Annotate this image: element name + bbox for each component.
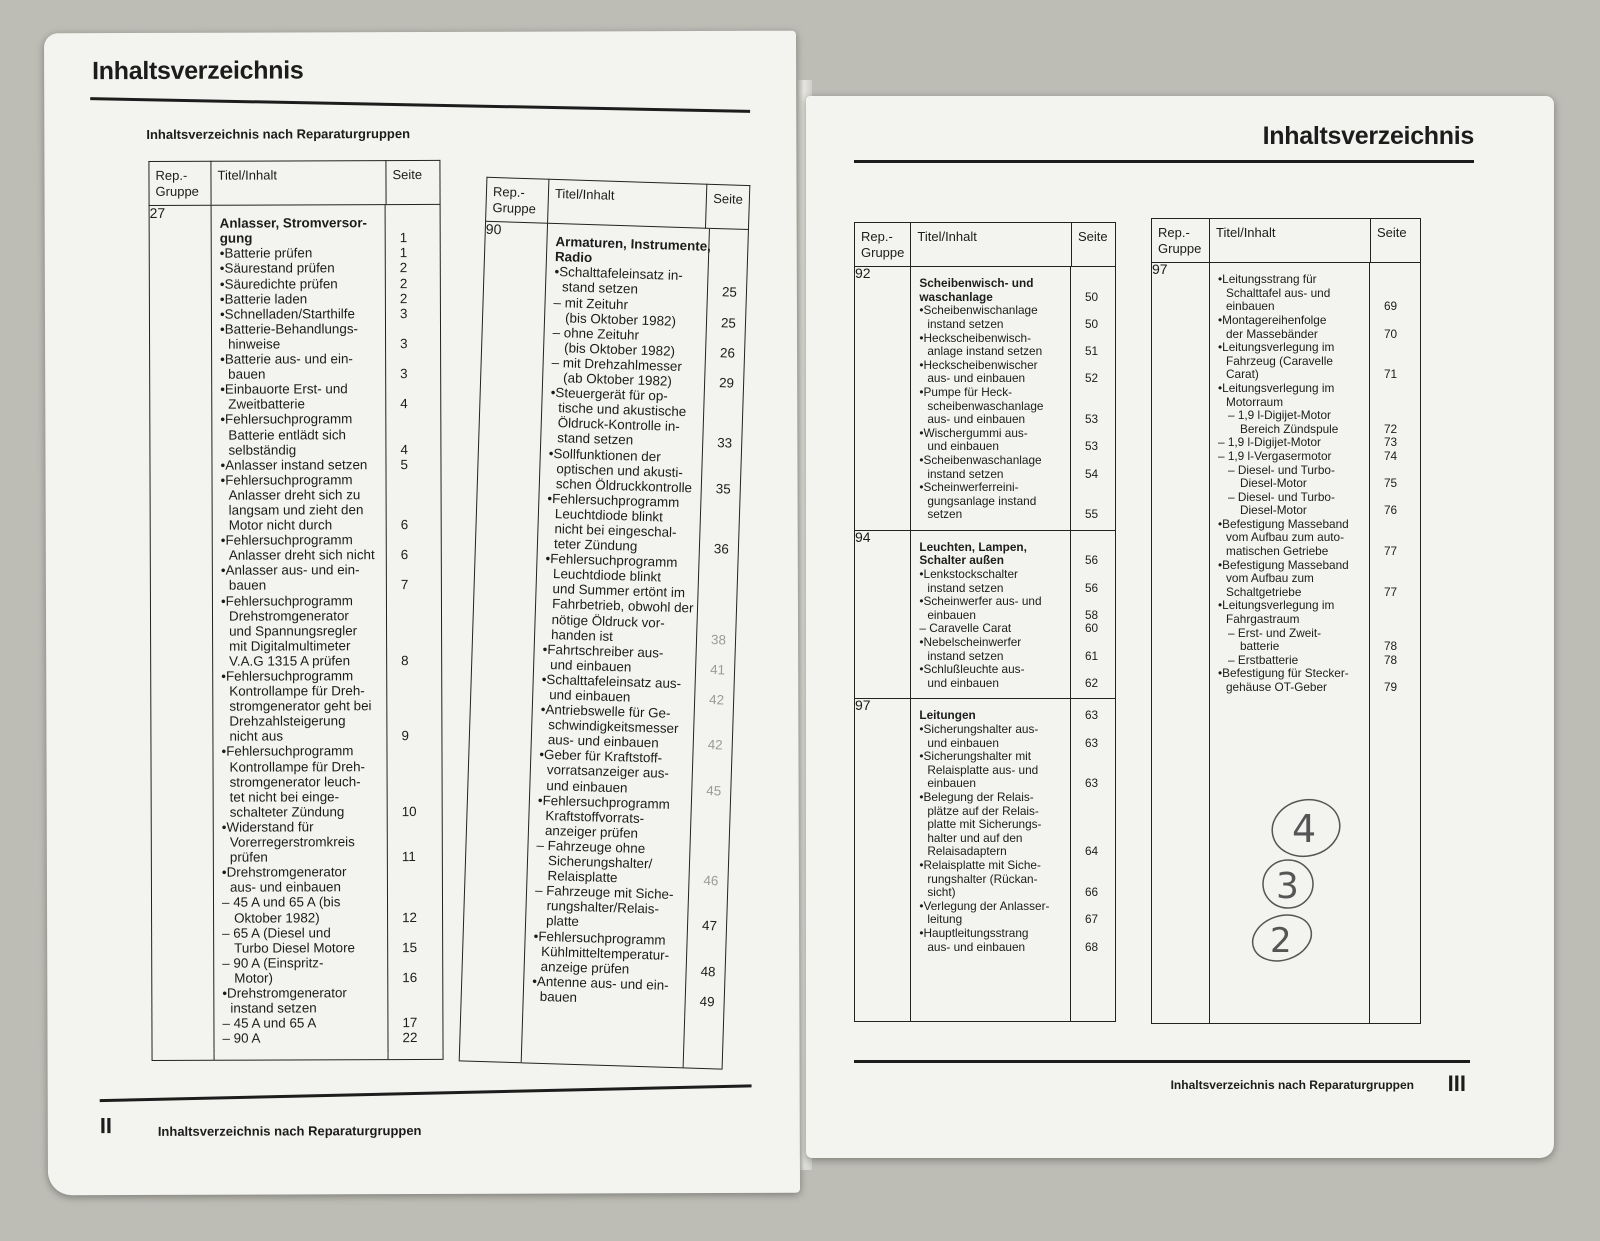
- entry-page: 26: [719, 345, 736, 361]
- entry-title: – Fahrzeuge ohne Sicherungshalter/ Relaisplatte: [535, 838, 692, 888]
- toc-entry: [220, 245, 440, 261]
- column-header-group: Rep.- Gruppe: [149, 161, 211, 205]
- page-number: III: [1447, 1071, 1466, 1096]
- entry-page: 54: [1085, 466, 1099, 481]
- toc-entry: [534, 883, 727, 934]
- entry-title: • Fahrtschreiber aus- und einbauen: [542, 641, 699, 676]
- entry-title: – 1,9 l-Digijet-Motor: [1218, 436, 1372, 450]
- toc-entry: [535, 838, 728, 889]
- toc-entry: [1218, 273, 1420, 314]
- toc-entry: [919, 900, 1115, 927]
- entry-page: 53: [1085, 439, 1099, 454]
- entry-page: 50: [1085, 316, 1099, 331]
- page-footer: Inhaltsverzeichnis nach Reparaturgruppen: [1170, 1078, 1414, 1092]
- entry-title: • Scheibenwischanlage instand setzen: [919, 304, 1073, 331]
- column-header-title: Titel/Inhalt: [911, 223, 1072, 267]
- entry-title: • Befestigung für Stecker- gehäuse OT-Geber: [1218, 667, 1372, 694]
- column-header-group: Rep.- Gruppe: [855, 223, 911, 267]
- toc-entry: [919, 622, 1115, 636]
- entry-title: Armaturen, Instrumente, Radio: [554, 234, 712, 266]
- toc-entry: [220, 457, 440, 473]
- entry-page: 60: [1085, 621, 1099, 636]
- entry-title: • Drehstromgenerator aus- und einbauen: [222, 864, 390, 895]
- footer-rule: [854, 1060, 1470, 1063]
- title-rule: [90, 97, 750, 113]
- entry-title: – 45 A und 65 A (bis Oktober 1982): [222, 895, 390, 926]
- entry-page: 15: [402, 939, 418, 955]
- toc-entry: [220, 275, 440, 291]
- toc-entry: [532, 973, 725, 1009]
- title-rule: [854, 160, 1474, 163]
- entry-page: 45: [706, 782, 722, 799]
- entry-title: • Leitungsverlegung im Motorraum: [1218, 382, 1372, 409]
- toc-entry: [919, 663, 1115, 690]
- entry-page: 2: [399, 260, 408, 276]
- entry-title: • Schnelladen/Starthilfe: [220, 306, 388, 322]
- entry-page: 6: [400, 547, 409, 563]
- entry-page: 33: [716, 435, 733, 452]
- entry-title: • Antenne aus- und ein- bauen: [532, 973, 689, 1008]
- entry-title: • Batterie prüfen: [220, 245, 388, 261]
- entry-page: 62: [1085, 675, 1099, 690]
- entry-title: • Montagereihenfolge der Massebänder: [1218, 314, 1372, 341]
- page-title: Inhaltsverzeichnis: [92, 56, 304, 86]
- entry-title: • Säurestand prüfen: [220, 261, 388, 277]
- entry-page: 77: [1384, 544, 1398, 559]
- toc-entry: [221, 668, 441, 744]
- group-number: 94: [855, 530, 911, 699]
- toc-entry: [1218, 464, 1420, 491]
- entry-title: • Belegung der Relais- plätze auf der Relais- platte mit Sicherungs- halter und auf den Relaisadaptern: [919, 791, 1073, 859]
- toc-entry: [548, 445, 741, 496]
- toc-entry: [222, 864, 442, 895]
- entry-page: 79: [1384, 680, 1398, 694]
- filler-cell: [214, 1053, 443, 1060]
- entry-title: • Sollfunktionen der optischen und akusti- schen Öldruckkontrolle: [548, 445, 705, 495]
- group-row: [855, 530, 1116, 699]
- entry-page: 77: [1384, 584, 1398, 599]
- entry-page: 4: [400, 441, 408, 457]
- group-number: 92: [855, 267, 911, 531]
- toc-entry: [222, 819, 442, 865]
- entry-title: • Fehlersuchprogramm Kraftstoffvorrats- anzeiger prüfen: [537, 792, 694, 842]
- toc-entry: [1218, 559, 1420, 600]
- toc-entry: [919, 332, 1115, 359]
- entry-title: – 65 A (Diesel und Turbo Diesel Motore: [222, 925, 390, 956]
- entry-title: • Heckscheibenwischer aus- und einbauen: [919, 359, 1073, 386]
- toc-entry: [919, 859, 1115, 900]
- entry-page: 10: [401, 803, 417, 819]
- entry-title: • Fehlersuchprogramm Kontrollampe für Dreh- stromgenerator geht bei Drehzahlsteigerung nicht aus: [221, 668, 389, 744]
- toc-entry: [222, 1030, 442, 1046]
- column-header-page: Seite: [1072, 223, 1116, 267]
- entry-page: 58: [1085, 607, 1099, 622]
- entry-page: 63: [1085, 776, 1099, 791]
- entry-title: • Schalttafeleinsatz aus- und einbauen: [541, 672, 698, 707]
- entry-title: • Drehstromgenerator instand setzen: [222, 985, 390, 1016]
- entry-page: 74: [1384, 448, 1398, 463]
- filler-row: [855, 962, 1116, 1021]
- column-header-title: Titel/Inhalt: [1210, 219, 1371, 263]
- filler-cell: [1152, 703, 1210, 1024]
- entry-page: 78: [1384, 639, 1398, 654]
- handwritten-digit: 3: [1276, 866, 1299, 907]
- entry-page: 12: [402, 909, 417, 925]
- entry-page: 4: [400, 396, 408, 412]
- group-entries: [211, 205, 443, 1054]
- toc-entry: [221, 592, 441, 668]
- entry-title: • Schlußleuchte aus- und einbauen: [919, 663, 1073, 690]
- toc-entry: [1218, 654, 1420, 668]
- group-entries: [911, 530, 1116, 699]
- toc-entry: [222, 955, 442, 986]
- toc-entry: [1218, 450, 1420, 464]
- toc-table: [854, 222, 1116, 1022]
- toc-entry: [221, 532, 441, 563]
- entry-page: 71: [1384, 367, 1398, 382]
- entry-page: 47: [701, 918, 718, 934]
- entry-page: 8: [401, 652, 409, 668]
- entry-title: • Scheibenwaschanlage instand setzen: [919, 454, 1073, 481]
- toc-entry: [919, 277, 1115, 304]
- column-header-group: Rep.- Gruppe: [1152, 219, 1210, 263]
- column-header-page: Seite: [386, 160, 440, 204]
- entry-title: • Lenkstockschalter instand setzen: [919, 568, 1073, 595]
- entry-title: • Hauptleitungsstrang aus- und einbauen: [919, 927, 1073, 954]
- entry-title: • Leitungsverlegung im Fahrgastraum: [1218, 599, 1372, 626]
- toc-entry: [1218, 667, 1420, 694]
- entry-page: 9: [401, 728, 409, 744]
- toc-entry: [919, 568, 1115, 595]
- entry-page: 3: [400, 366, 408, 382]
- entry-title: – mit Drehzahlmesser (ab Oktober 1982): [551, 355, 708, 390]
- entry-page: 63: [1085, 735, 1099, 750]
- group-row: [855, 267, 1116, 531]
- toc-entry: [220, 260, 440, 276]
- page-number: II: [99, 1113, 113, 1139]
- toc-entry: [919, 927, 1115, 954]
- entry-page: 41: [709, 661, 726, 678]
- entry-title: – ohne Zeituhr (bis Oktober 1982): [552, 325, 709, 360]
- right-page: [806, 96, 1554, 1158]
- column-header-page: Seite: [1371, 219, 1421, 263]
- toc-entry: [919, 386, 1115, 427]
- entry-page: 78: [1384, 652, 1398, 667]
- toc-entry: [1218, 491, 1420, 518]
- entry-title: – 1,9 l-Digijet-Motor Bereich Zündspule: [1218, 409, 1372, 436]
- entry-title: • Batterie-Behandlungs- hinweise: [220, 321, 388, 352]
- entry-title: – Diesel- und Turbo- Diesel-Motor: [1218, 464, 1372, 491]
- entry-title: • Relaisplatte mit Siche- rungshalter (Rückan- sicht): [919, 859, 1073, 900]
- toc-entry: [549, 385, 743, 451]
- entry-page: 49: [699, 993, 715, 1010]
- entry-title: • Pumpe für Heck- scheibenwaschanlage aus- und einbauen: [919, 386, 1073, 427]
- column-header-title: Titel/Inhalt: [548, 179, 708, 228]
- entry-page: 2: [399, 275, 408, 291]
- toc-entry: [919, 481, 1115, 522]
- entry-title: • Wischergummi aus- und einbauen: [919, 427, 1073, 454]
- entry-title: – 90 A: [222, 1030, 390, 1046]
- entry-page: 73: [1384, 435, 1398, 450]
- entry-title: • Heckscheibenwisch- anlage instand setzen: [919, 332, 1073, 359]
- entry-page: 63: [1085, 708, 1099, 723]
- entry-title: • Befestigung Masseband vom Aufbau zum Schaltgetriebe: [1218, 559, 1372, 600]
- toc-entry: [919, 709, 1115, 723]
- toc-entry: [220, 411, 440, 457]
- group-entries: [911, 267, 1116, 531]
- group-number: 97: [1152, 263, 1210, 703]
- entry-page: 42: [707, 737, 723, 753]
- group-entries: [911, 699, 1116, 962]
- toc-entry: [919, 723, 1115, 750]
- entry-page: 17: [402, 1015, 418, 1031]
- entry-title: • Säuredichte prüfen: [220, 276, 388, 292]
- handwritten-numbers: [1246, 786, 1356, 986]
- entry-title: Leitungen: [919, 708, 976, 723]
- entry-title: • Batterie aus- und ein- bauen: [220, 351, 388, 382]
- group-row: [1152, 263, 1421, 703]
- entry-title: • Scheinwerfer aus- und einbauen: [919, 595, 1073, 622]
- entry-title: • Fehlersuchprogramm Batterie entlädt sich selbständig: [220, 412, 388, 458]
- entry-page: 68: [1085, 939, 1099, 954]
- entry-page: 48: [700, 963, 716, 980]
- filler-row: [459, 1009, 723, 1069]
- toc-entry: [532, 928, 725, 979]
- toc-entry: [1218, 436, 1420, 450]
- toc-entry: [919, 636, 1115, 663]
- entry-page: 16: [402, 969, 418, 985]
- toc-entry: [220, 291, 440, 307]
- toc-entry: [919, 359, 1115, 386]
- group-row: [149, 205, 443, 1055]
- entry-page: 56: [1085, 580, 1099, 595]
- group-number: 90: [461, 221, 548, 1011]
- toc-entry: [537, 792, 730, 843]
- entry-title: • Antriebswelle für Ge- schwindigkeitsmesser aus- und einbauen: [540, 702, 697, 752]
- entry-page: 5: [400, 456, 408, 472]
- page-footer: Inhaltsverzeichnis nach Reparaturgruppen: [157, 1123, 422, 1139]
- page-subtitle: Inhaltsverzeichnis nach Reparaturgruppen: [146, 126, 411, 142]
- column-header-title: Titel/Inhalt: [211, 161, 386, 206]
- toc-entry: [1218, 518, 1420, 559]
- entry-page: 55: [1085, 507, 1099, 522]
- toc-entry: [220, 215, 440, 246]
- entry-title: – 90 A (Einspritz- Motor): [222, 955, 390, 986]
- entry-page: 50: [1085, 289, 1099, 304]
- entry-title: • Sicherungshalter aus- und einbauen: [919, 723, 1073, 750]
- entry-title: • Einbauorte Erst- und Zweitbatterie: [220, 381, 388, 412]
- entry-title: – mit Zeituhr (bis Oktober 1982): [553, 295, 710, 330]
- filler-cell: [521, 1011, 724, 1069]
- entry-page: 53: [1085, 412, 1099, 427]
- entry-title: – Diesel- und Turbo- Diesel-Motor: [1218, 491, 1372, 518]
- filler-cell: [855, 962, 911, 1021]
- entry-page: 38: [710, 631, 727, 648]
- entry-page: 3: [400, 335, 408, 352]
- toc-entry: [1218, 382, 1420, 409]
- entry-title: Leuchten, Lampen, Schalter außen: [919, 539, 1027, 568]
- entry-title: • Geber für Kraftstoff- vorratsanzeiger aus- und einbauen: [538, 747, 695, 797]
- toc-entry: [220, 321, 440, 352]
- left-page: [44, 31, 800, 1196]
- entry-title: • Fehlersuchprogramm Leuchtdiode blinkt nicht bei eingeschal- teter Zündung: [546, 491, 704, 556]
- entry-title: • Steuergerät für op- tische und akustische Öldruck-Kontrolle in- stand setzen: [549, 385, 707, 450]
- entry-page: 72: [1384, 421, 1398, 436]
- toc-entry: [919, 541, 1115, 568]
- toc-entry: [1218, 341, 1420, 382]
- entry-title: • Fehlersuchprogramm Leuchtdiode blinkt und Summer ertönt im Fahrbetrieb, obwohl der nötige Öldruck vor- handen ist: [543, 551, 702, 646]
- toc-entry: [919, 595, 1115, 622]
- toc-entry: [1218, 599, 1420, 626]
- entry-title: • Fehlersuchprogramm Anlasser dreht sich zu langsam und zieht den Motor nicht durch: [221, 472, 389, 533]
- entry-page: 22: [402, 1030, 418, 1046]
- entry-page: 1: [399, 245, 408, 261]
- filler-cell: [459, 1009, 523, 1062]
- entry-page: 64: [1085, 844, 1099, 859]
- toc-entry: [919, 750, 1115, 791]
- entry-page: 56: [1085, 553, 1099, 568]
- toc-entry: [919, 791, 1115, 859]
- entry-title: – 1,9 l-Vergasermotor: [1218, 450, 1372, 464]
- entry-title: • Scheinwerferreini- gungsanlage instand setzen: [919, 481, 1073, 522]
- toc-entry: [919, 304, 1115, 331]
- entry-page: 66: [1085, 885, 1099, 900]
- entry-title: – Fahrzeuge mit Siche- rungshalter/Relais- platte: [534, 883, 691, 933]
- entry-page: 6: [400, 517, 409, 533]
- entry-page: 76: [1384, 503, 1398, 518]
- toc-table: [459, 177, 751, 1070]
- entry-page: 11: [401, 849, 416, 865]
- entry-title: • Fehlersuchprogramm Drehstromgenerator und Spannungsregler mit Digitalmultimeter V.A.G 1315 A prüfen: [221, 593, 389, 669]
- entry-title: • Sicherungshalter mit Relaisplatte aus- und einbauen: [919, 750, 1073, 791]
- entry-title: – Caravelle Carat: [919, 622, 1073, 636]
- filler-row: [152, 1053, 443, 1060]
- entry-page: 75: [1384, 476, 1398, 491]
- entry-page: 70: [1384, 326, 1398, 341]
- entry-page: 51: [1085, 344, 1099, 359]
- filler-cell: [152, 1054, 214, 1060]
- entry-page: 61: [1085, 648, 1099, 663]
- entry-title: • Leitungsstrang für Schalttafel aus- und einbauen: [1218, 273, 1372, 314]
- entry-title: • Widerstand für Vorerregerstromkreis prüfen: [222, 819, 390, 865]
- toc-entry: [222, 894, 442, 925]
- entry-page: 42: [708, 692, 725, 708]
- toc-entry: [221, 472, 441, 533]
- entry-title: • Anlasser instand setzen: [220, 457, 388, 473]
- group-entries: [1210, 263, 1421, 703]
- group-entries: [523, 223, 749, 1017]
- toc-entry: [1218, 627, 1420, 654]
- entry-page: 7: [400, 577, 409, 593]
- toc-entry: [221, 743, 441, 819]
- toc-entry: [220, 381, 440, 412]
- entry-page: 29: [718, 375, 735, 391]
- entry-title: • Nebelscheinwerfer instand setzen: [919, 636, 1073, 663]
- toc-entry: [222, 1015, 442, 1031]
- entry-page: 36: [713, 541, 730, 557]
- entry-page: 3: [399, 305, 408, 321]
- toc-entry: [1218, 409, 1420, 436]
- group-number: 27: [149, 205, 214, 1054]
- entry-page: 35: [715, 480, 731, 497]
- toc-entry: [540, 702, 733, 753]
- entry-page: 52: [1085, 371, 1099, 386]
- entry-page: 67: [1085, 912, 1099, 927]
- entry-page: 25: [721, 284, 738, 301]
- filler-cell: [911, 962, 1116, 1021]
- toc-entry: [538, 747, 731, 798]
- entry-page: 69: [1384, 299, 1398, 314]
- entry-title: • Fehlersuchprogramm Anlasser dreht sich nicht: [221, 532, 389, 563]
- handwritten-digit: 2: [1270, 921, 1292, 961]
- entry-title: • Fehlersuchprogramm Kontrollampe für Dreh- stromgenerator leuch- tet nicht bei einge- schalteter Zündung: [221, 744, 389, 820]
- entry-title: – Erst- und Zweit- batterie: [1218, 627, 1372, 654]
- toc-entry: [221, 562, 441, 593]
- entry-title: • Schalttafeleinsatz in- stand setzen: [554, 264, 711, 299]
- footer-rule: [100, 1084, 752, 1102]
- handwritten-digit: 4: [1292, 807, 1317, 851]
- group-row: [461, 221, 749, 1017]
- toc-entry: [220, 306, 440, 322]
- entry-title: • Leitungsverlegung im Fahrzeug (Caravelle Carat): [1218, 341, 1372, 382]
- entry-title: • Anlasser aus- und ein- bauen: [221, 562, 389, 593]
- entry-title: – Erstbatterie: [1218, 654, 1372, 668]
- toc-entry: [546, 491, 740, 557]
- toc-entry: [222, 985, 442, 1016]
- toc-entry: [1218, 314, 1420, 341]
- group-row: [855, 699, 1116, 962]
- entry-page: 1: [399, 230, 408, 246]
- toc-entry: [220, 351, 440, 382]
- toc-entry: [543, 551, 738, 648]
- entry-page: 2: [399, 290, 408, 306]
- column-header-page: Seite: [706, 184, 750, 230]
- entry-title: • Befestigung Masseband vom Aufbau zum auto- matischen Getriebe: [1218, 518, 1372, 559]
- entry-title: • Verlegung der Anlasser- leitung: [919, 900, 1073, 927]
- entry-title: Scheibenwisch- und waschanlage: [919, 276, 1034, 304]
- toc-entry: [222, 925, 442, 956]
- entry-page: 46: [703, 873, 719, 889]
- entry-title: – 45 A und 65 A: [222, 1015, 390, 1031]
- entry-title: • Batterie laden: [220, 291, 388, 307]
- toc-entry: [919, 427, 1115, 454]
- entry-title: • Fehlersuchprogramm Kühlmitteltemperatur- anzeige prüfen: [532, 928, 689, 978]
- page-title: Inhaltsverzeichnis: [1262, 122, 1474, 150]
- toc-table: [148, 160, 443, 1061]
- entry-page: 25: [720, 314, 737, 331]
- column-header-group: Rep.- Gruppe: [486, 177, 549, 223]
- entry-title: Anlasser, Stromversor- gung: [219, 215, 368, 246]
- group-number: 97: [855, 699, 911, 962]
- toc-entry: [919, 454, 1115, 481]
